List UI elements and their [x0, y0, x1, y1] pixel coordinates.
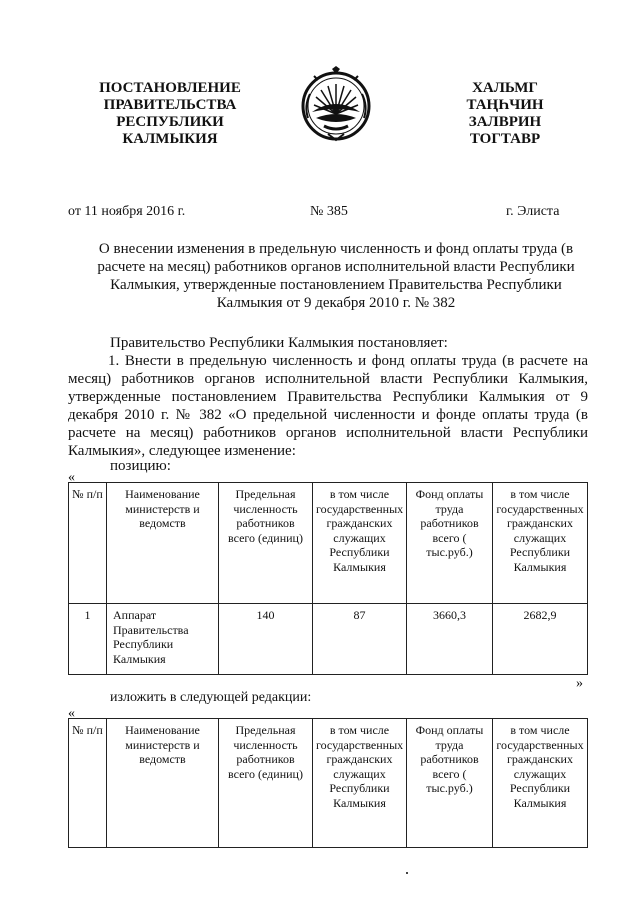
new-position-table	[68, 718, 588, 848]
header-right-line: ЗАЛВРИН	[468, 114, 542, 130]
position-label: позицию:	[110, 458, 171, 474]
header-left-line: КАЛМЫКИЯ	[122, 131, 218, 147]
close-quote-1: »	[576, 676, 583, 691]
table-cell: 140	[219, 604, 313, 675]
scan-speck	[406, 872, 408, 874]
column-header: Предельная численность работников всего (единиц)	[219, 483, 313, 604]
old-position-table	[68, 482, 588, 675]
column-header: Наименование министерств и ведомств	[107, 719, 219, 848]
table-header-row	[69, 719, 588, 848]
header-left-line: ПРАВИТЕЛЬСТВА	[103, 97, 237, 113]
table-cell: 2682,9	[493, 604, 588, 675]
header-right-title	[430, 80, 580, 148]
paragraph-1	[68, 352, 588, 460]
column-header: в том числе государственных гражданских служащих Республики Калмыкия	[493, 483, 588, 604]
document-date: от 11 ноября 2016 г.	[68, 204, 186, 219]
open-quote-2: «	[68, 706, 75, 721]
document-number: № 385	[310, 204, 348, 219]
header-right-line: ТОГТАВР	[469, 131, 541, 147]
column-header: в том числе государственных гражданских служащих Республики Калмыкия	[313, 483, 407, 604]
header-left-line: ПОСТАНОВЛЕНИЕ	[99, 80, 241, 96]
document-city: г. Элиста	[506, 204, 560, 219]
column-header: № п/п	[69, 719, 107, 848]
table-header-row	[69, 483, 588, 604]
header-right-line: ХАЛЬМГ	[472, 80, 538, 96]
table-cell: Аппарат Правительства Республики Калмыкия	[107, 604, 219, 675]
column-header: в том числе государственных гражданских служащих Республики Калмыкия	[493, 719, 588, 848]
table-cell: 3660,3	[407, 604, 493, 675]
column-header: Наименование министерств и ведомств	[107, 483, 219, 604]
paragraph-1-text: 1. Внести в предельную численность и фонд оплаты труда (в расчете на месяц) работников органов исполнительной власти Республики Калмыкия, утвержденные постановлением Правительства Республики Калмыкия от 9 декабря 2010 г. № 382 «О предельной численности и фонде оплаты труда (в расчете на месяц) работников органов исполнительной власти Республики Калмыкия», следующее изменение:	[68, 353, 588, 459]
table-row	[69, 604, 588, 675]
column-header: Фонд оплаты труда работников всего ( тыс.руб.)	[407, 483, 493, 604]
column-header: Фонд оплаты труда работников всего ( тыс.руб.)	[407, 719, 493, 848]
column-header: в том числе государственных гражданских служащих Республики Калмыкия	[313, 719, 407, 848]
header-left-title	[70, 80, 270, 148]
open-quote-1: «	[68, 470, 75, 485]
header-right-line: ТАҢҺЧИН	[466, 97, 544, 113]
coat-of-arms-emblem-icon	[298, 66, 374, 144]
document-title: О внесении изменения в предельную численность и фонд оплаты труда (в расчете на месяц) работников органов исполнительной власти Республики Калмыкия, утвержденные постановлением Правительства Республики Калмыкия от 9 декабря 2010 г. № 382	[97, 241, 575, 311]
table-cell: 1	[69, 604, 107, 675]
header-left-line: РЕСПУБЛИКИ	[116, 114, 224, 130]
column-header: № п/п	[69, 483, 107, 604]
column-header: Предельная численность работников всего (единиц)	[219, 719, 313, 848]
replace-label: изложить в следующей редакции:	[110, 690, 312, 705]
intro-text: Правительство Республики Калмыкия постановляет:	[110, 335, 448, 351]
table-cell: 87	[313, 604, 407, 675]
